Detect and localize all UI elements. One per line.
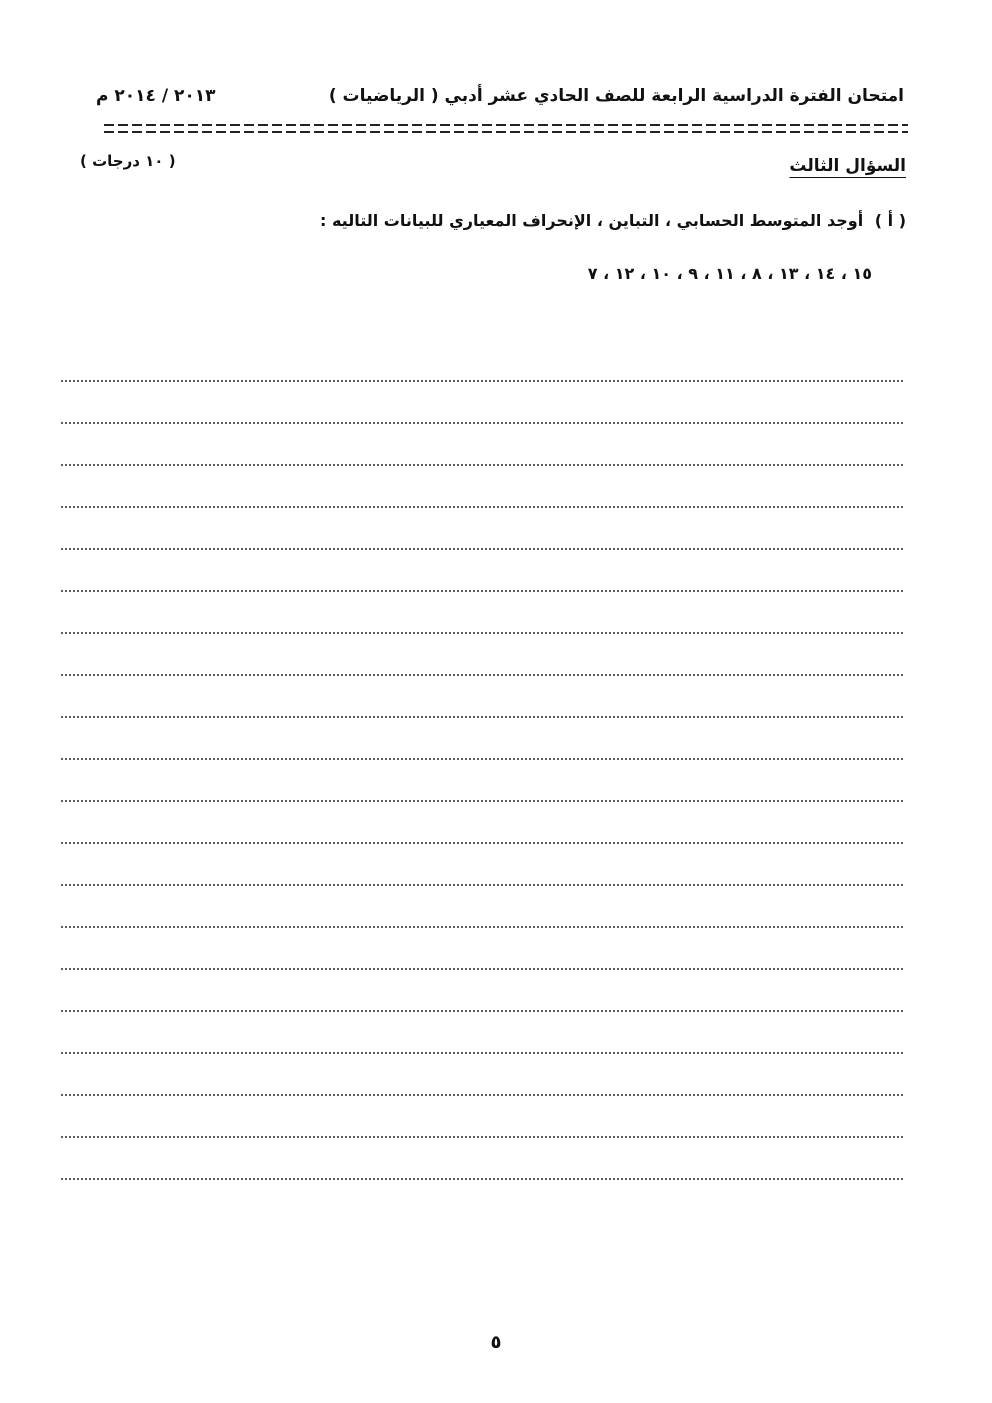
page-number: ٥ — [490, 1332, 502, 1353]
answer-line[interactable] — [60, 1094, 905, 1136]
answer-line[interactable] — [60, 884, 905, 926]
answer-line[interactable] — [60, 1178, 905, 1220]
question-marks: ( ١٠ درجات ) — [80, 152, 176, 170]
answer-line[interactable] — [60, 674, 905, 716]
part-a-label: ( أ ) — [874, 211, 906, 230]
question-part-a — [320, 211, 906, 230]
data-values: ١٥ ، ١٤ ، ١٣ ، ٨ ، ١١ ، ٩ ، ١٠ ، ١٢ ، ٧ — [587, 264, 872, 283]
answer-line[interactable] — [60, 1052, 905, 1094]
question-title: السؤال الثالث — [789, 156, 906, 176]
answer-line[interactable] — [60, 716, 905, 758]
exam-header-title: امتحان الفترة الدراسية الرابعة للصف الحادي عشر أدبي ( الرياضيات ) — [328, 86, 904, 106]
answer-line[interactable] — [60, 758, 905, 800]
part-a-instruction: أوجد المتوسط الحسابي ، التباين ، الإنحراف المعياري للبيانات التاليه : — [319, 211, 864, 230]
answer-line[interactable] — [60, 632, 905, 674]
answer-lines-area[interactable] — [60, 380, 905, 1220]
answer-line[interactable] — [60, 1010, 905, 1052]
answer-line[interactable] — [60, 926, 905, 968]
answer-line[interactable] — [60, 464, 905, 506]
answer-line[interactable] — [60, 422, 905, 464]
answer-line[interactable] — [60, 968, 905, 1010]
answer-line[interactable] — [60, 380, 905, 422]
exam-academic-year: ٢٠١٣ / ٢٠١٤ م — [96, 86, 216, 106]
answer-line[interactable] — [60, 800, 905, 842]
header-double-divider — [104, 124, 908, 133]
answer-line[interactable] — [60, 1136, 905, 1178]
answer-line[interactable] — [60, 590, 905, 632]
answer-line[interactable] — [60, 506, 905, 548]
answer-line[interactable] — [60, 842, 905, 884]
answer-line[interactable] — [60, 548, 905, 590]
